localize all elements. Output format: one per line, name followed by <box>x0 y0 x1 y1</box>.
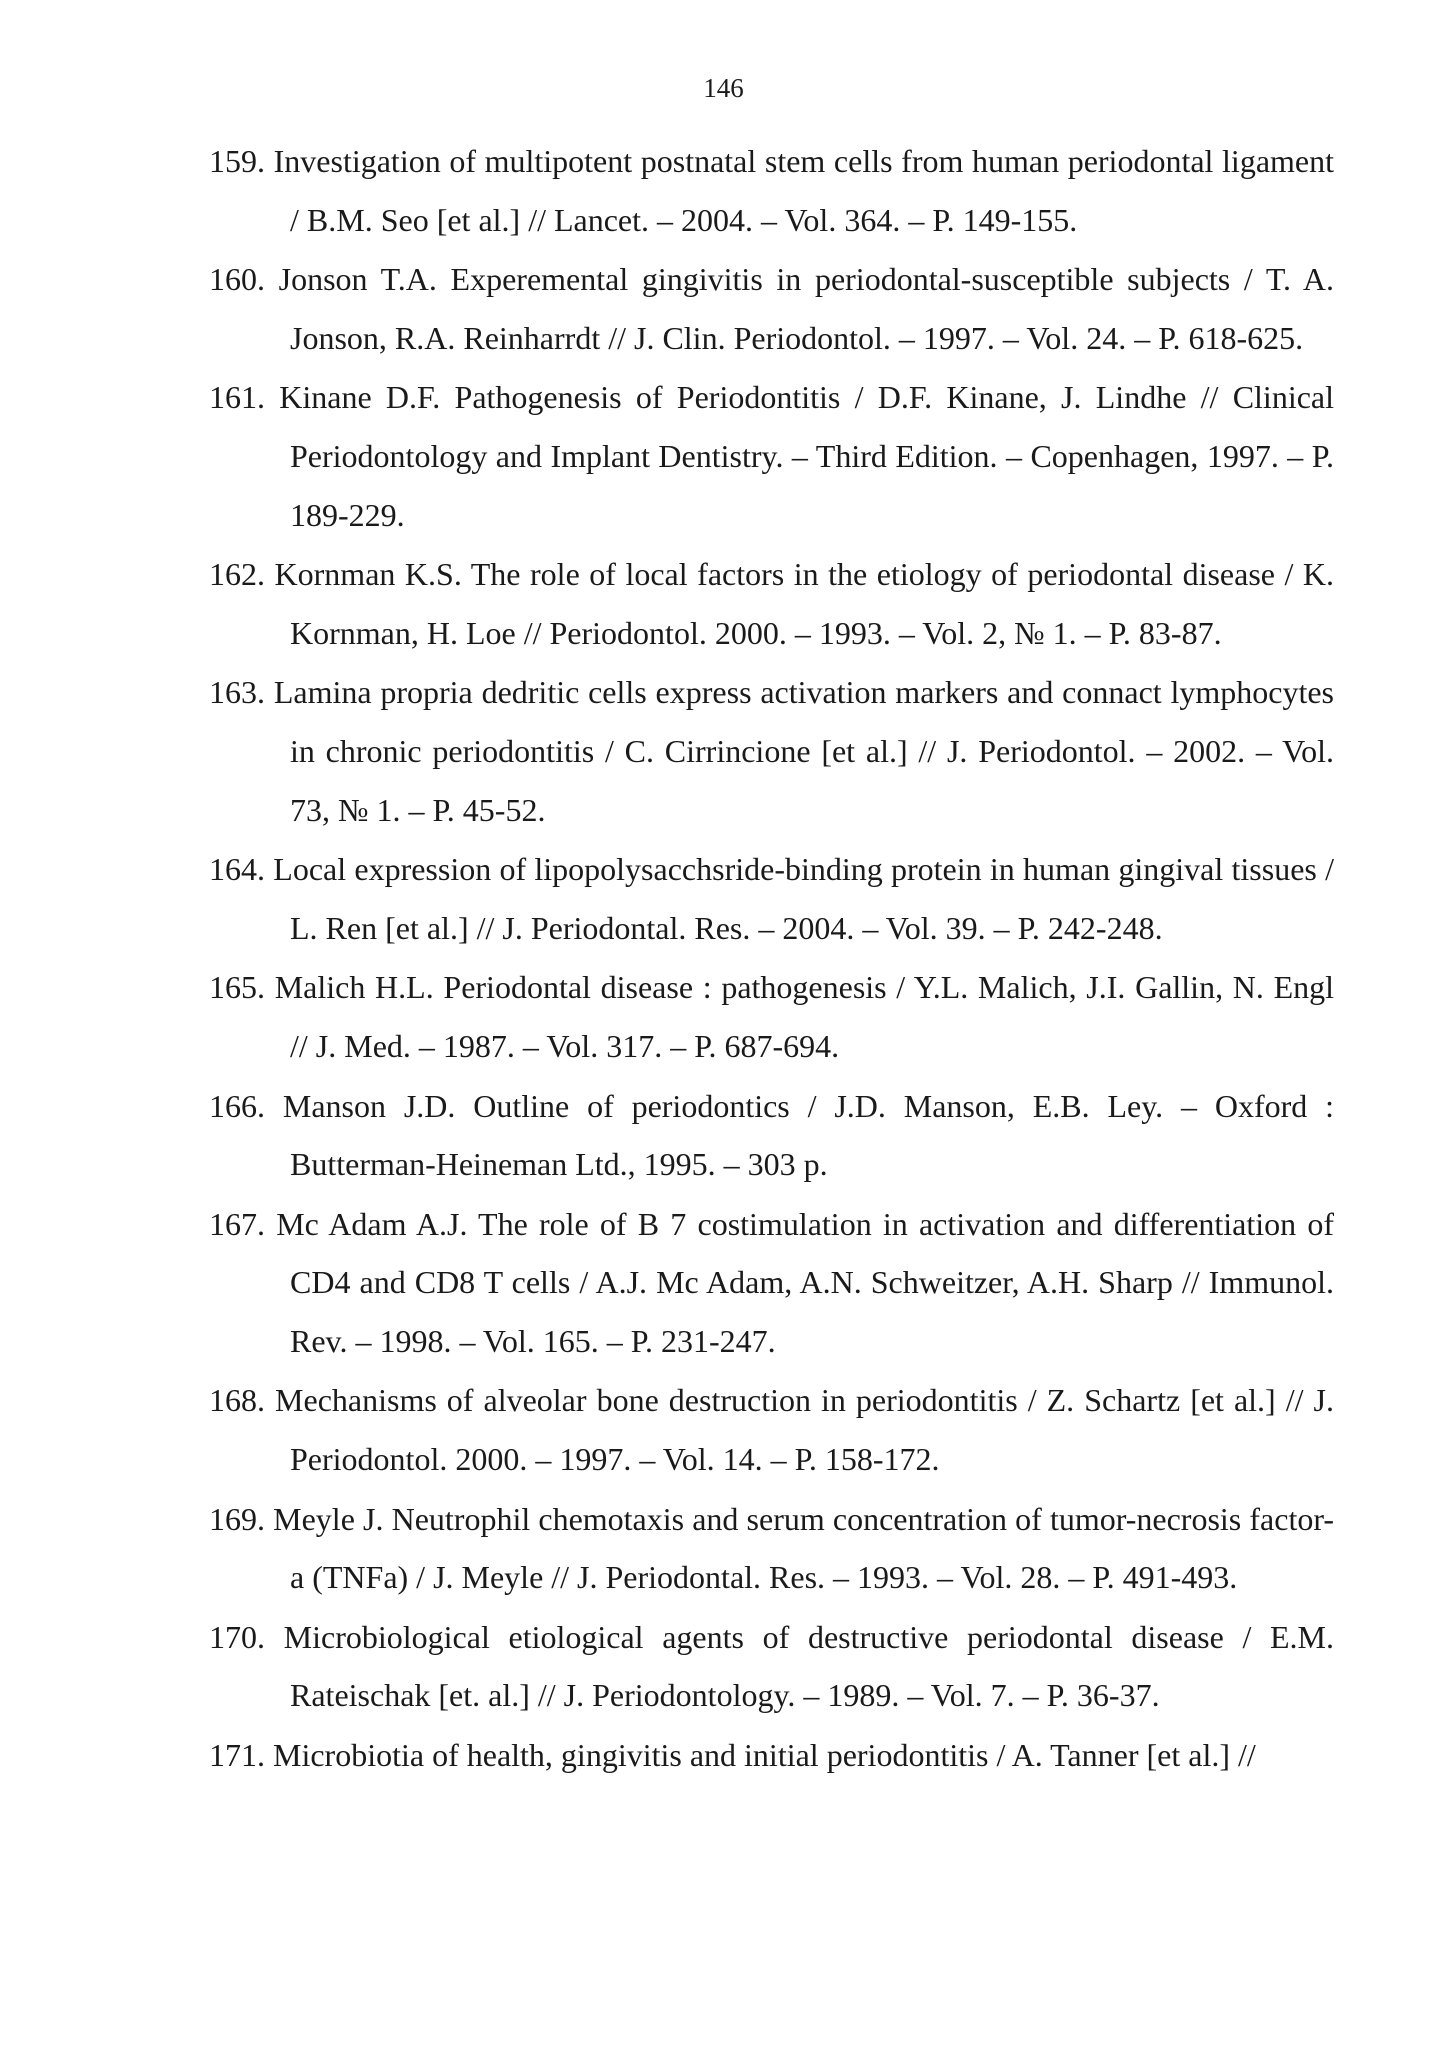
reference-text: Mechanisms of alveolar bone destruction in periodontitis / Z. Schartz [et al.] // J. Periodontol. 2000. – 1997. – Vol. 14. – P. 158-172. <box>275 1382 1335 1478</box>
reference-number: 169. <box>209 1500 265 1537</box>
reference-item <box>209 250 1334 367</box>
reference-number: 159. <box>209 143 265 179</box>
page-number: 146 <box>703 73 744 103</box>
reference-item <box>209 1371 1334 1488</box>
reference-number: 164. <box>209 851 265 888</box>
reference-number: 168. <box>209 1382 265 1419</box>
reference-text: Microbiotia of health, gingivitis and initial periodontitis / A. Tanner [et al.] // <box>273 1737 1256 1774</box>
reference-item <box>209 1195 1334 1371</box>
reference-text: Kinane D.F. Pathogenesis of Periodontitis / D.F. Kinane, J. Lindhe // Clinical Periodontology and Implant Dentistry. – Third Edition. – Copenhagen, 1997. – P. 189-229. <box>279 379 1335 533</box>
reference-number: 166. <box>209 1087 265 1124</box>
reference-text: Investigation of multipotent postnatal stem cells from human periodontal ligament / B.M. Seo [et al.] // Lancet. – 2004. – Vol. 364. – P. 149-155. <box>273 143 1335 238</box>
reference-text: Mc Adam A.J. The role of B 7 costimulation in activation and differentiation of CD4 and CD8 T cells / A.J. Mc Adam, A.N. Schweitzer, A.H. Sharp // Immunol. Rev. – 1998. – Vol. 165. – P. 231-247. <box>276 1205 1335 1359</box>
reference-item <box>209 368 1334 544</box>
reference-list <box>209 132 1334 1786</box>
reference-text: Microbiological etiological agents of destructive periodontal disease / E.M. Rateischak [et. al.] // J. Periodontology. – 1989. – Vol. 7. – P. 36-37. <box>283 1618 1335 1714</box>
reference-item <box>209 958 1334 1075</box>
reference-item <box>209 132 1334 249</box>
reference-text: Manson J.D. Outline of periodontics / J.D. Manson, E.B. Ley. – Oxford : Butterman-Heineman Ltd., 1995. – 303 p. <box>282 1087 1335 1183</box>
reference-item <box>209 1077 1334 1194</box>
reference-text: Kornman K.S. The role of local factors in the etiology of periodontal disease / K. Kornman, H. Loe // Periodontol. 2000. – 1993. – Vol. 2, № 1. – P. 83-87. <box>274 556 1335 651</box>
reference-text: Local expression of lipopolysacchsride-binding protein in human gingival tissues / L. Ren [et al.] // J. Periodontal. Res. – 2004. – Vol. 39. – P. 242-248. <box>273 851 1335 946</box>
reference-number: 162. <box>209 556 265 593</box>
reference-item <box>209 663 1334 839</box>
reference-number: 167. <box>209 1205 265 1242</box>
reference-text: Malich H.L. Periodontal disease : pathogenesis / Y.L. Malich, J.I. Gallin, N. Engl // J. Med. – 1987. – Vol. 317. – P. 687-694. <box>274 969 1335 1064</box>
reference-number: 163. <box>209 674 265 711</box>
reference-item <box>209 1608 1334 1725</box>
reference-item <box>209 1726 1334 1785</box>
reference-number: 165. <box>209 969 265 1006</box>
reference-number: 171. <box>209 1737 265 1774</box>
reference-number: 170. <box>209 1618 265 1655</box>
reference-item <box>209 1490 1334 1607</box>
reference-text: Meyle J. Neutrophil chemotaxis and serum concentration of tumor-necrosis factor-a (TNFa) / J. Meyle // J. Periodontal. Res. – 1993. – Vol. 28. – P. 491-493. <box>273 1500 1335 1596</box>
reference-text: Lamina propria dedritic cells express activation markers and connact lymphocytes in chronic periodontitis / C. Cirrincione [et al.] // J. Periodontol. – 2002. – Vol. 73, № 1. – P. 45-52. <box>273 674 1335 828</box>
reference-text: Jonson T.A. Experemental gingivitis in periodontal-susceptible subjects / T. A. Jonson, R.A. Reinharrdt // J. Clin. Periodontol. – 1997. – Vol. 24. – P. 618-625. <box>278 261 1334 356</box>
reference-item <box>209 545 1334 662</box>
reference-number: 161. <box>209 379 265 416</box>
reference-number: 160. <box>209 261 265 298</box>
reference-item <box>209 840 1334 957</box>
